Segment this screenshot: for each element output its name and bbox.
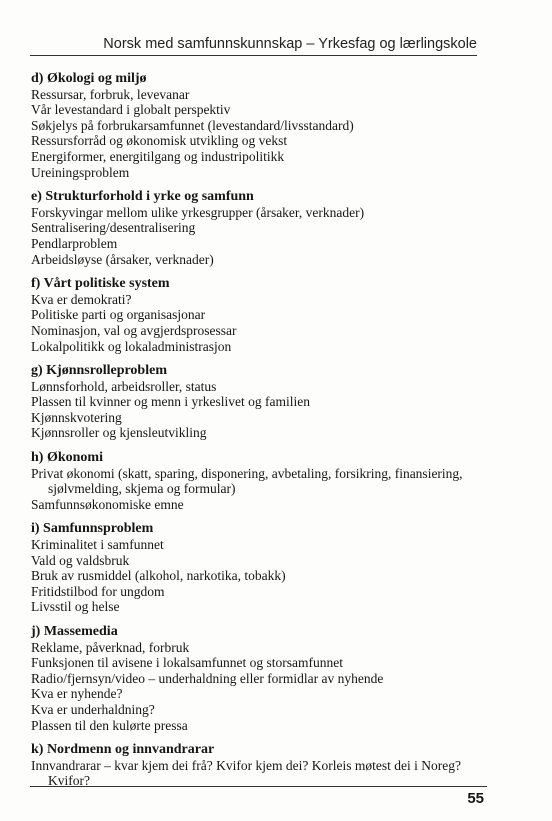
topic-item: Plassen til kvinner og menn i yrkeslivet og familien bbox=[31, 394, 310, 410]
topic-item: Kva er nyhende? bbox=[31, 686, 123, 702]
topic-section bbox=[31, 450, 491, 512]
topic-item: Sentralisering/desentralisering bbox=[31, 220, 196, 236]
topic-item: Søkjelys på forbrukarsamfunnet (levestandard/livsstandard) bbox=[31, 117, 354, 133]
topic-item: Samfunnsøkonomiske emne bbox=[31, 496, 184, 512]
topic-item: Pendlarproblem bbox=[31, 235, 118, 251]
topic-item: Plassen til den kulørte pressa bbox=[31, 717, 188, 733]
topic-section bbox=[31, 363, 491, 441]
topic-item: Lønnsforhold, arbeidsroller, status bbox=[31, 378, 217, 394]
topic-item: Nominasjon, val og avgjerdsprosessar bbox=[31, 322, 237, 338]
topic-item: Ressursar, forbruk, levevanar bbox=[31, 86, 190, 102]
topic-section bbox=[31, 624, 491, 733]
topic-section bbox=[31, 189, 491, 267]
topic-section bbox=[31, 71, 491, 180]
topic-item: Innvandrarar – kvar kjem dei frå? Kvifor kjem dei? Korleis møtest dei i Noreg? Kvifor? bbox=[31, 757, 461, 789]
section-heading: d) Økologi og miljø bbox=[31, 71, 147, 86]
topic-item: Lokalpolitikk og lokaladministrasjon bbox=[31, 338, 232, 354]
section-heading: e) Strukturforhold i yrke og samfunn bbox=[31, 189, 254, 205]
section-heading: k) Nordmenn og innvandrarar bbox=[31, 742, 215, 758]
topic-item: Reklame, påverknad, forbruk bbox=[31, 639, 190, 655]
topic-section bbox=[31, 521, 491, 615]
topic-item: Politiske parti og organisasjonar bbox=[31, 307, 206, 323]
footer-rule bbox=[30, 786, 487, 787]
section-heading: i) Samfunnsproblem bbox=[31, 521, 154, 537]
topic-item: Vald og valdsbruk bbox=[31, 552, 130, 568]
topic-item: Fritidstilbod for ungdom bbox=[31, 583, 165, 599]
topic-section bbox=[31, 742, 491, 789]
section-heading: g) Kjønnsrolleproblem bbox=[31, 363, 167, 379]
running-header: Norsk med samfunnskunnskap – Yrkesfag og lærlingskole bbox=[103, 36, 477, 52]
topic-item: Kriminalitet i samfunnet bbox=[31, 537, 164, 553]
topic-item: Kva er underhaldning? bbox=[31, 701, 155, 717]
topic-item: Funksjonen til avisene i lokalsamfunnet og storsamfunnet bbox=[31, 655, 343, 671]
section-heading: f) Vårt politiske system bbox=[31, 276, 170, 292]
page-number: 55 bbox=[467, 790, 484, 807]
topic-item: Privat økonomi (skatt, sparing, disponering, avbetaling, forsikring, finansiering, sjølvmelding, skjema og formular) bbox=[31, 465, 463, 497]
topic-item: Kva er demokrati? bbox=[31, 291, 132, 307]
section-heading: h) Økonomi bbox=[31, 450, 103, 466]
topic-item: Ureiningsproblem bbox=[31, 164, 130, 180]
topic-item: Livsstil og helse bbox=[31, 599, 120, 615]
topic-item: Energiformer, energitilgang og industripolitikk bbox=[31, 148, 285, 164]
topic-item: Radio/fjernsyn/video – underhaldning eller formidlar av nyhende bbox=[31, 670, 384, 686]
topic-item: Kjønnskvotering bbox=[31, 409, 122, 425]
topic-item: Forskyvingar mellom ulike yrkesgrupper (årsaker, verknader) bbox=[31, 204, 365, 220]
header-rule bbox=[30, 55, 477, 56]
topic-item: Vår levestandard i globalt perspektiv bbox=[31, 102, 231, 118]
topic-item: Ressursforråd og økonomisk utvikling og vekst bbox=[31, 133, 288, 149]
topic-item: Bruk av rusmiddel (alkohol, narkotika, tobakk) bbox=[31, 568, 286, 584]
section-heading: j) Massemedia bbox=[31, 624, 118, 639]
topic-item: Kjønnsroller og kjensleutvikling bbox=[31, 425, 207, 441]
topic-section bbox=[31, 276, 491, 354]
topic-list bbox=[31, 71, 491, 798]
topic-item: Arbeidsløyse (årsaker, verknader) bbox=[31, 251, 214, 267]
